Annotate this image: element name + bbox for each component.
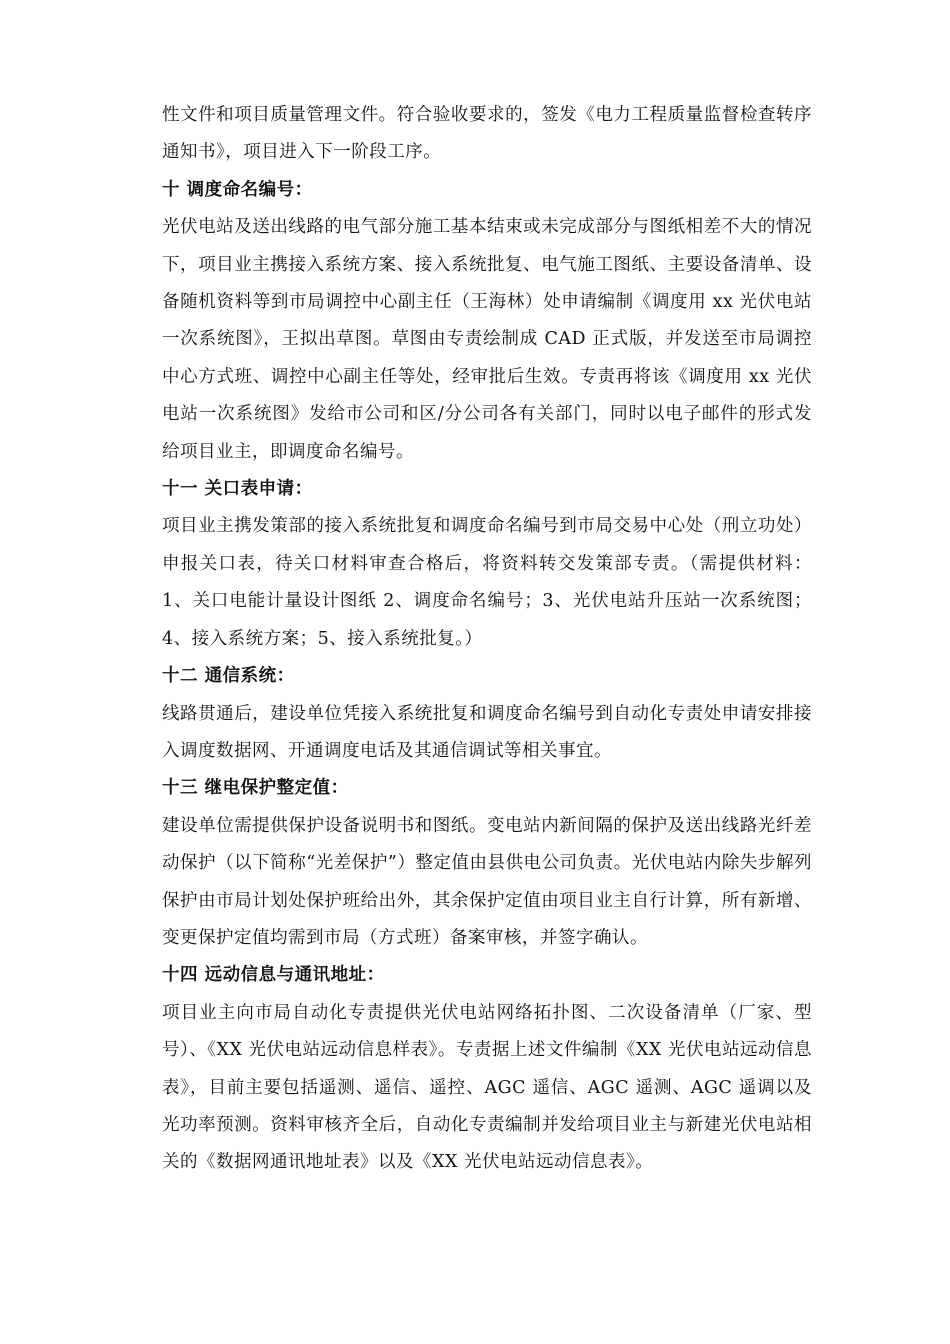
paragraph-section-12: 线路贯通后，建设单位凭接入系统批复和调度命名编号到自动化专责处申请安排接入调度数据网、开通调度电话及其通信调试等相关事宜。 bbox=[162, 703, 812, 761]
paragraph-section-13: 建设单位需提供保护设备说明书和图纸。变电站内新间隔的保护及送出线路光纤差动保护（以下简称“光差保护”）整定值由县供电公司负责。光伏电站内除失步解列保护由市局计划处保护班给出外，其余保护定值由项目业主自行计算，所有新增、变更保护定值均需到市局（方式班）备案审核，并签字确认。 bbox=[162, 815, 812, 948]
paragraph-section-11: 项目业主携发策部的接入系统批复和调度命名编号到市局交易中心处（刑立功处）申报关口表，待关口材料审查合格后，将资料转交发策部专责。（需提供材料：1、关口电能计量设计图纸 2、调度命名编号；3、光伏电站升压站一次系统图；4、接入系统方案；5、接入系统批复。） bbox=[162, 516, 812, 649]
paragraph-section-14: 项目业主向市局自动化专责提供光伏电站网络拓扑图、二次设备清单（厂家、型号）、《XX 光伏电站远动信息样表》。专责据上述文件编制《XX 光伏电站远动信息表》，目前主要包括遥测、遥信、遥控、AGC 遥信、AGC 遥测、AGC 遥调以及光功率预测。资料审核齐全后，自动化专责编制并发给项目业主与新建光伏电站相关的《数据网通讯地址表》以及《XX 光伏电站远动信息表》。 bbox=[162, 1002, 812, 1173]
heading-section-10: 十 调度命名编号： bbox=[162, 179, 313, 200]
document-page bbox=[162, 97, 812, 1182]
paragraph-intro: 性文件和项目质量管理文件。符合验收要求的，签发《电力工程质量监督检查转序通知书》，项目进入下一阶段工序。 bbox=[162, 105, 812, 163]
heading-section-14: 十四 远动信息与通讯地址： bbox=[162, 965, 385, 986]
paragraph-section-10: 光伏电站及送出线路的电气部分施工基本结束或未完成部分与图纸相差不大的情况下，项目业主携接入系统方案、接入系统批复、电气施工图纸、主要设备清单、设备随机资料等到市局调控中心副主任（王海林）处申请编制《调度用 xx 光伏电站一次系统图》，王拟出草图。草图由专责绘制成 CAD 正式版，并发送至市局调控中心方式班、调控中心副主任等处，经审批后生效。专责再将该《调度用 xx 光伏电站一次系统图》发给市公司和区/分公司各有关部门，同时以电子邮件的形式发给项目业主，即调度命名编号。 bbox=[162, 217, 812, 462]
heading-section-12: 十二 通信系统： bbox=[162, 666, 295, 687]
heading-section-11: 十一 关口表申请： bbox=[162, 479, 313, 500]
heading-section-13: 十三 继电保护整定值： bbox=[162, 778, 349, 799]
